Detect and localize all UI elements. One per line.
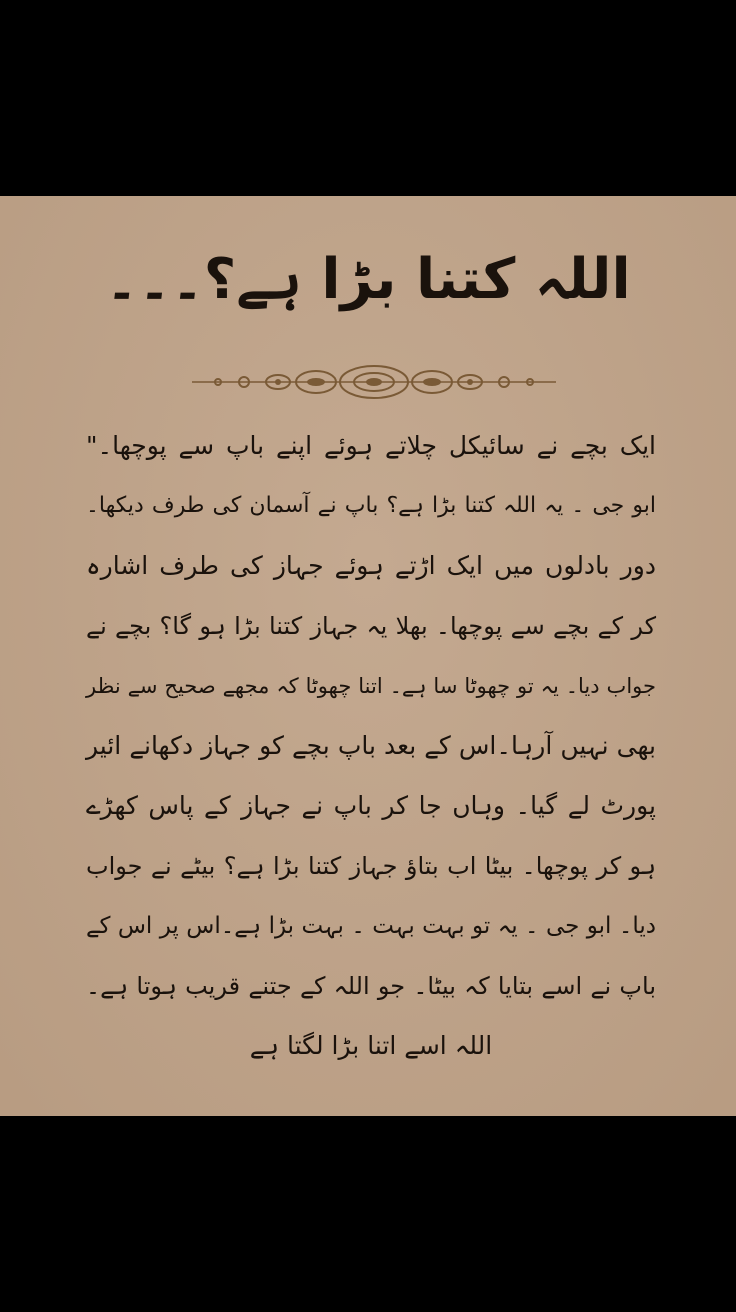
- story-text: [86, 416, 656, 1076]
- story-line: کر کے بچے سے پوچھا۔ بھلا یہ جہاز کتنا بڑا ہو گا؟ بچے نے: [86, 612, 656, 640]
- story-line: جواب دیا۔ یہ تو چھوٹا سا ہے۔ اتنا چھوٹا کہ مجھے صحیح سے نظر: [86, 674, 656, 698]
- story-line: ہو کر پوچھا۔ بیٹا اب بتاؤ جہاز کتنا بڑا ہے؟ بیٹے نے جواب: [86, 852, 656, 880]
- divider-flourish-icon: [188, 362, 560, 402]
- story-line: دیا۔ ابو جی ۔ یہ تو بہت بہت ۔ بہت بڑا ہے۔اس پر اس کے: [86, 913, 656, 939]
- story-line: ایک بچے نے سائیکل چلاتے ہوئے اپنے باپ سے پوچھا۔": [86, 431, 656, 460]
- story-line: باپ نے اسے بتایا کہ بیٹا۔ جو اللہ کے جتنے قریب ہوتا ہے۔: [86, 972, 656, 1000]
- story-line: بھی نہیں آرہا۔اس کے بعد باپ بچے کو جہاز دکھانے ائیر: [86, 731, 656, 760]
- story-line: پورٹ لے گیا۔ وہاں جا کر باپ نے جہاز کے پاس کھڑے: [86, 791, 656, 820]
- page-title: اللہ کتنا بڑا ہے؟۔۔۔: [105, 247, 631, 312]
- story-line: اللہ اسے اتنا بڑا لگتا ہے: [249, 1031, 493, 1060]
- story-line: ابو جی ۔ یہ اللہ کتنا بڑا ہے؟ باپ نے آسمان کی طرف دیکھا۔: [86, 493, 656, 518]
- story-line: دور بادلوں میں ایک اڑتے ہوئے جہاز کی طرف اشارہ: [86, 551, 656, 580]
- quote-card: [0, 196, 736, 1116]
